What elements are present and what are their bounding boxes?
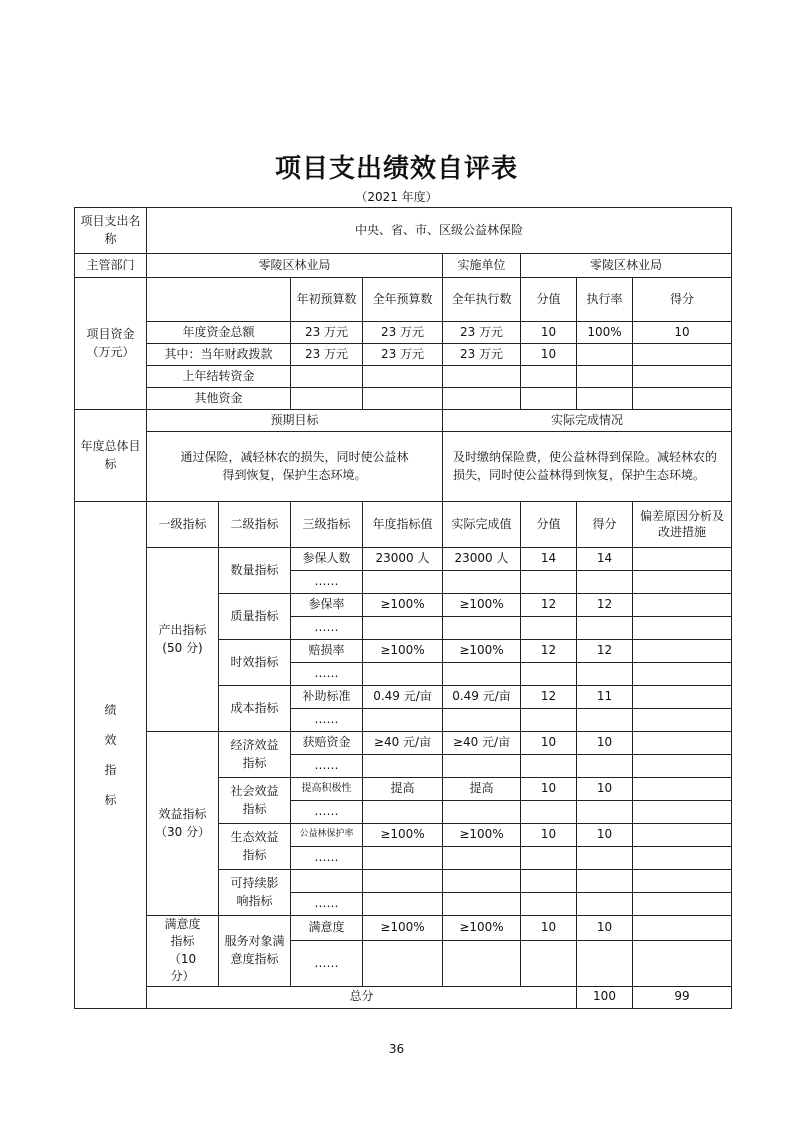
ind-l3: …… bbox=[291, 755, 363, 778]
funds-cell bbox=[633, 388, 732, 410]
funds-cell bbox=[363, 388, 443, 410]
ind-note bbox=[633, 617, 732, 640]
ind-score bbox=[577, 571, 633, 594]
ind-header-actual: 实际完成值 bbox=[443, 502, 521, 548]
ind-header-l1: 一级指标 bbox=[147, 502, 219, 548]
total-value: 100 bbox=[577, 986, 633, 1008]
indicators-section-label bbox=[75, 502, 147, 1009]
funds-cell: 10 bbox=[521, 322, 577, 344]
ind-target: ≥40 元/亩 bbox=[363, 732, 443, 755]
ind-actual bbox=[443, 709, 521, 732]
funds-cell bbox=[577, 366, 633, 388]
ind-l3: 参保率 bbox=[291, 594, 363, 617]
ind-l3: 满意度 bbox=[291, 916, 363, 941]
ind-note bbox=[633, 686, 732, 709]
l2-quality: 质量指标 bbox=[219, 594, 291, 640]
funds-header-annual: 全年预算数 bbox=[363, 278, 443, 322]
vertical-char: 指 bbox=[104, 762, 117, 777]
funds-row-label: 其中：当年财政拨款 bbox=[147, 344, 291, 366]
funds-cell: 23 万元 bbox=[443, 322, 521, 344]
ind-score: 12 bbox=[577, 640, 633, 663]
funds-header-score-value: 分值 bbox=[521, 278, 577, 322]
ind-header-value: 分值 bbox=[521, 502, 577, 548]
project-name-value: 中央、省、市、区级公益林保险 bbox=[147, 208, 732, 254]
evaluation-table bbox=[74, 207, 732, 1009]
l2-quantity: 数量指标 bbox=[219, 548, 291, 594]
ind-note bbox=[633, 594, 732, 617]
funds-cell bbox=[633, 366, 732, 388]
funds-cell: 10 bbox=[633, 322, 732, 344]
funds-cell: 23 万元 bbox=[291, 344, 363, 366]
funds-cell bbox=[443, 366, 521, 388]
ind-score bbox=[577, 617, 633, 640]
ind-score: 10 bbox=[577, 732, 633, 755]
ind-actual: ≥100% bbox=[443, 916, 521, 941]
ind-target bbox=[363, 617, 443, 640]
ind-actual: 0.49 元/亩 bbox=[443, 686, 521, 709]
funds-cell bbox=[521, 366, 577, 388]
funds-cell: 23 万元 bbox=[443, 344, 521, 366]
goals-expected-text: 通过保险，减轻林农的损失，同时使公益林得到恢复，保护生态环境。 bbox=[147, 432, 443, 502]
vertical-char: 标 bbox=[104, 792, 117, 807]
dept-value: 零陵区林业局 bbox=[147, 254, 443, 278]
ind-score bbox=[577, 755, 633, 778]
ind-score: 10 bbox=[577, 916, 633, 941]
funds-cell: 23 万元 bbox=[363, 322, 443, 344]
l2-sustainable: 可持续影响指标 bbox=[219, 870, 291, 916]
ind-note bbox=[633, 709, 732, 732]
ind-actual bbox=[443, 893, 521, 916]
ind-value bbox=[521, 893, 577, 916]
ind-actual bbox=[443, 755, 521, 778]
ind-header-l2: 二级指标 bbox=[219, 502, 291, 548]
funds-cell bbox=[577, 344, 633, 366]
ind-target: ≥100% bbox=[363, 594, 443, 617]
ind-value: 10 bbox=[521, 778, 577, 801]
ind-l3: 赔损率 bbox=[291, 640, 363, 663]
ind-l3: 补助标准 bbox=[291, 686, 363, 709]
page-title: 项目支出绩效自评表 bbox=[274, 154, 518, 184]
ind-actual: ≥100% bbox=[443, 640, 521, 663]
funds-cell: 23 万元 bbox=[291, 322, 363, 344]
ind-l3: …… bbox=[291, 940, 363, 986]
ind-note bbox=[633, 847, 732, 870]
total-label: 总分 bbox=[147, 986, 577, 1008]
l2-cost: 成本指标 bbox=[219, 686, 291, 732]
page-number: 36 bbox=[388, 1042, 405, 1056]
benefit-indicator-name: 效益指标 bbox=[158, 807, 207, 822]
satisfaction-indicator-name: 满意度指标 bbox=[164, 917, 201, 949]
ind-score bbox=[577, 663, 633, 686]
ind-score bbox=[577, 940, 633, 986]
funds-cell bbox=[521, 388, 577, 410]
ind-target bbox=[363, 801, 443, 824]
ind-score bbox=[577, 893, 633, 916]
ind-score: 10 bbox=[577, 778, 633, 801]
ind-note bbox=[633, 940, 732, 986]
ind-target bbox=[363, 663, 443, 686]
ind-actual bbox=[443, 663, 521, 686]
ind-actual: 提高 bbox=[443, 778, 521, 801]
ind-value bbox=[521, 617, 577, 640]
dept-label: 主管部门 bbox=[75, 254, 147, 278]
ind-l3: …… bbox=[291, 893, 363, 916]
funds-row-label: 上年结转资金 bbox=[147, 366, 291, 388]
ind-target bbox=[363, 755, 443, 778]
ind-value: 14 bbox=[521, 548, 577, 571]
ind-l3: 参保人数 bbox=[291, 548, 363, 571]
ind-value: 10 bbox=[521, 916, 577, 941]
ind-actual bbox=[443, 870, 521, 893]
l2-timeliness: 时效指标 bbox=[219, 640, 291, 686]
ind-l3: …… bbox=[291, 847, 363, 870]
funds-row-label: 其他资金 bbox=[147, 388, 291, 410]
vertical-char: 绩 bbox=[104, 702, 117, 717]
output-indicator-label bbox=[147, 548, 219, 732]
ind-target bbox=[363, 571, 443, 594]
ind-score: 12 bbox=[577, 594, 633, 617]
ind-note bbox=[633, 916, 732, 941]
satisfaction-indicator-label bbox=[147, 916, 219, 987]
goals-section-label: 年度总体目标 bbox=[75, 410, 147, 502]
goals-expected-label: 预期目标 bbox=[147, 410, 443, 432]
benefit-indicator-points: （30 分） bbox=[154, 824, 211, 839]
ind-value: 12 bbox=[521, 640, 577, 663]
funds-cell bbox=[291, 388, 363, 410]
funds-header-initial: 年初预算数 bbox=[291, 278, 363, 322]
funds-cell: 10 bbox=[521, 344, 577, 366]
ind-note bbox=[633, 824, 732, 847]
funds-cell: 23 万元 bbox=[363, 344, 443, 366]
ind-score: 14 bbox=[577, 548, 633, 571]
project-name-label: 项目支出名称 bbox=[75, 208, 147, 254]
ind-header-target: 年度指标值 bbox=[363, 502, 443, 548]
ind-actual bbox=[443, 571, 521, 594]
ind-actual bbox=[443, 617, 521, 640]
l2-ecological: 生态效益指标 bbox=[219, 824, 291, 870]
ind-header-note: 偏差原因分析及改进措施 bbox=[633, 502, 732, 548]
funds-header-score: 得分 bbox=[633, 278, 732, 322]
funds-cell bbox=[443, 388, 521, 410]
ind-note bbox=[633, 778, 732, 801]
ind-note bbox=[633, 548, 732, 571]
ind-target bbox=[363, 940, 443, 986]
ind-target: 0.49 元/亩 bbox=[363, 686, 443, 709]
ind-value: 12 bbox=[521, 594, 577, 617]
ind-note bbox=[633, 801, 732, 824]
output-indicator-name: 产出指标 bbox=[158, 623, 207, 638]
ind-l3: …… bbox=[291, 571, 363, 594]
ind-value: 10 bbox=[521, 732, 577, 755]
l2-social: 社会效益指标 bbox=[219, 778, 291, 824]
ind-target: ≥100% bbox=[363, 640, 443, 663]
ind-value: 10 bbox=[521, 824, 577, 847]
ind-actual: ≥100% bbox=[443, 824, 521, 847]
ind-value bbox=[521, 755, 577, 778]
ind-score bbox=[577, 801, 633, 824]
ind-note bbox=[633, 571, 732, 594]
benefit-indicator-label bbox=[147, 732, 219, 916]
ind-header-score: 得分 bbox=[577, 502, 633, 548]
ind-target bbox=[363, 893, 443, 916]
funds-header-executed: 全年执行数 bbox=[443, 278, 521, 322]
ind-value bbox=[521, 663, 577, 686]
ind-header-l3: 三级指标 bbox=[291, 502, 363, 548]
ind-actual bbox=[443, 940, 521, 986]
funds-section-label: 项目资金（万元） bbox=[75, 278, 147, 410]
funds-header-blank bbox=[147, 278, 291, 322]
fiscal-year: （2021 年度） bbox=[355, 190, 438, 204]
ind-value bbox=[521, 571, 577, 594]
ind-score bbox=[577, 870, 633, 893]
funds-cell bbox=[577, 388, 633, 410]
ind-l3: …… bbox=[291, 801, 363, 824]
goals-actual-label: 实际完成情况 bbox=[443, 410, 732, 432]
ind-target: ≥100% bbox=[363, 916, 443, 941]
ind-note bbox=[633, 732, 732, 755]
ind-l3: 公益林保护率 bbox=[291, 824, 363, 847]
funds-row-label: 年度资金总额 bbox=[147, 322, 291, 344]
vertical-char: 效 bbox=[104, 732, 117, 747]
funds-cell: 100% bbox=[577, 322, 633, 344]
l2-economic: 经济效益指标 bbox=[219, 732, 291, 778]
ind-note bbox=[633, 893, 732, 916]
goals-actual-text: 及时缴纳保险费，使公益林得到保险。减轻林农的损失，同时使公益林得到恢复，保护生态环境。 bbox=[443, 432, 732, 502]
ind-score: 11 bbox=[577, 686, 633, 709]
ind-score bbox=[577, 709, 633, 732]
ind-score bbox=[577, 847, 633, 870]
satisfaction-indicator-points: （10 分） bbox=[168, 951, 197, 984]
ind-value bbox=[521, 847, 577, 870]
ind-target bbox=[363, 870, 443, 893]
ind-value bbox=[521, 940, 577, 986]
ind-target: 23000 人 bbox=[363, 548, 443, 571]
ind-note bbox=[633, 663, 732, 686]
output-indicator-points: (50 分) bbox=[162, 640, 203, 655]
ind-l3: …… bbox=[291, 617, 363, 640]
ind-target bbox=[363, 847, 443, 870]
ind-actual: ≥40 元/亩 bbox=[443, 732, 521, 755]
ind-actual bbox=[443, 847, 521, 870]
ind-actual: 23000 人 bbox=[443, 548, 521, 571]
funds-header-rate: 执行率 bbox=[577, 278, 633, 322]
ind-target: 提高 bbox=[363, 778, 443, 801]
funds-cell bbox=[363, 366, 443, 388]
impl-value: 零陵区林业局 bbox=[521, 254, 732, 278]
ind-target: ≥100% bbox=[363, 824, 443, 847]
ind-note bbox=[633, 870, 732, 893]
impl-label: 实施单位 bbox=[443, 254, 521, 278]
ind-actual bbox=[443, 801, 521, 824]
ind-l3: 获赔资金 bbox=[291, 732, 363, 755]
ind-value bbox=[521, 801, 577, 824]
total-score: 99 bbox=[633, 986, 732, 1008]
ind-score: 10 bbox=[577, 824, 633, 847]
funds-cell bbox=[633, 344, 732, 366]
ind-value bbox=[521, 709, 577, 732]
ind-value bbox=[521, 870, 577, 893]
funds-cell bbox=[291, 366, 363, 388]
ind-value: 12 bbox=[521, 686, 577, 709]
ind-l3: 提高积极性 bbox=[291, 778, 363, 801]
ind-note bbox=[633, 640, 732, 663]
ind-l3 bbox=[291, 870, 363, 893]
ind-target bbox=[363, 709, 443, 732]
ind-actual: ≥100% bbox=[443, 594, 521, 617]
ind-l3: …… bbox=[291, 663, 363, 686]
l2-service: 服务对象满意度指标 bbox=[219, 916, 291, 987]
ind-note bbox=[633, 755, 732, 778]
ind-l3: …… bbox=[291, 709, 363, 732]
